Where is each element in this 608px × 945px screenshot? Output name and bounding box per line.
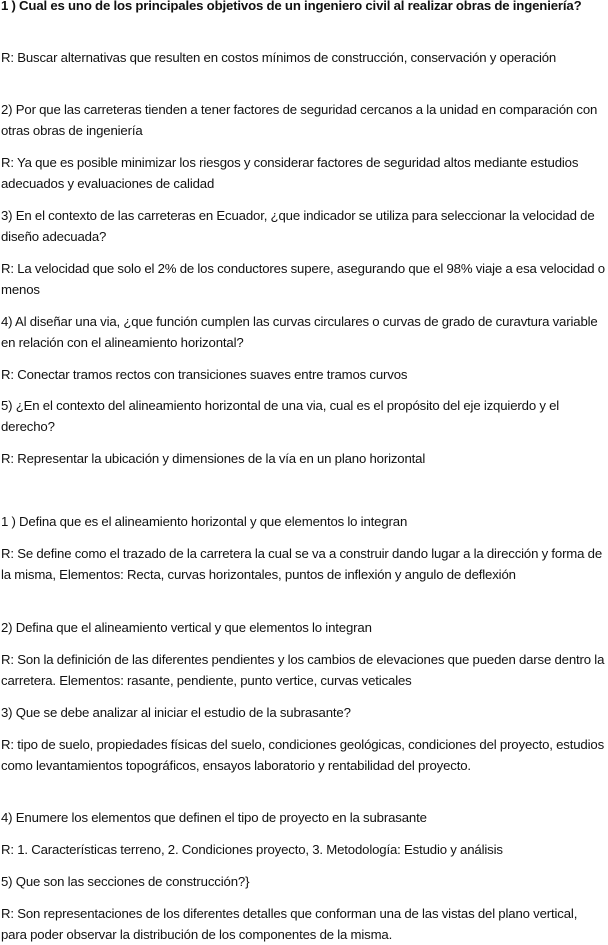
answer-1-part2: R: Se define como el trazado de la carretera la cual se va a construir dando lugar a la dirección y forma de la misma, Elementos: Recta, curvas horizontales, puntos de inflexión y angulo de deflexión (1, 546, 603, 582)
question-1-part2: 1 ) Defina que es el alineamiento horizontal y que elementos lo integran (1, 514, 408, 529)
question-4-part2: 4) Enumere los elementos que definen el tipo de proyecto en la subrasante (1, 810, 427, 825)
question-2-part1: 2) Por que las carreteras tienden a tener factores de seguridad cercanos a la unidad en comparación con otras obras de ingeniería (1, 102, 598, 138)
question-1-part1: 1 ) Cual es uno de los principales objetivos de un ingeniero civil al realizar obras de ingeniería? (1, 0, 582, 13)
answer-4-part1: R: Conectar tramos rectos con transiciones suaves entre tramos curvos (1, 367, 408, 382)
answer-2-part1: R: Ya que es posible minimizar los riesgos y considerar factores de seguridad altos mediante estudios adecuados y evaluaciones de calidad (1, 155, 579, 191)
answer-5-part2: R: Son representaciones de los diferentes detalles que conforman una de las vistas del plano vertical, para poder observar la distribución de los componentes de la misma. (1, 906, 578, 942)
question-2-part2: 2) Defina que el alineamiento vertical y que elementos lo integran (1, 620, 372, 635)
question-3-part2: 3) Que se debe analizar al iniciar el estudio de la subrasante? (1, 705, 351, 720)
answer-5-part1: R: Representar la ubicación y dimensiones de la vía en un plano horizontal (1, 451, 426, 466)
answer-2-part2: R: Son la definición de las diferentes pendientes y los cambios de elevaciones que pueden darse dentro la carretera. Elementos: rasante, pendiente, punto vertice, curvas veticales (1, 652, 605, 688)
answer-3-part1: R: La velocidad que solo el 2% de los conductores supere, asegurando que el 98% viaje a esa velocidad o menos (1, 261, 605, 297)
question-5-part2: 5) Que son las secciones de construcción?} (1, 874, 250, 889)
answer-4-part2: R: 1. Características terreno, 2. Condiciones proyecto, 3. Metodología: Estudio y análisis (1, 842, 503, 857)
answer-3-part2: R: tipo de suelo, propiedades físicas del suelo, condiciones geológicas, condiciones del proyecto, estudios como levantamientos topográficos, ensayos laboratorio y rentabilidad del proyecto. (1, 737, 605, 773)
answer-1-part1: R: Buscar alternativas que resulten en costos mínimos de construcción, conservación y operación (1, 50, 557, 65)
question-5-part1: 5) ¿En el contexto del alineamiento horizontal de una via, cual es el propósito del eje izquierdo y el derecho? (1, 398, 560, 434)
question-4-part1: 4) Al diseñar una via, ¿que función cumplen las curvas circulares o curvas de grado de curavtura variable en relación con el alineamiento horizontal? (1, 314, 598, 350)
question-3-part1: 3) En el contexto de las carreteras en Ecuador, ¿que indicador se utiliza para seleccionar la velocidad de diseño adecuada? (1, 208, 595, 244)
